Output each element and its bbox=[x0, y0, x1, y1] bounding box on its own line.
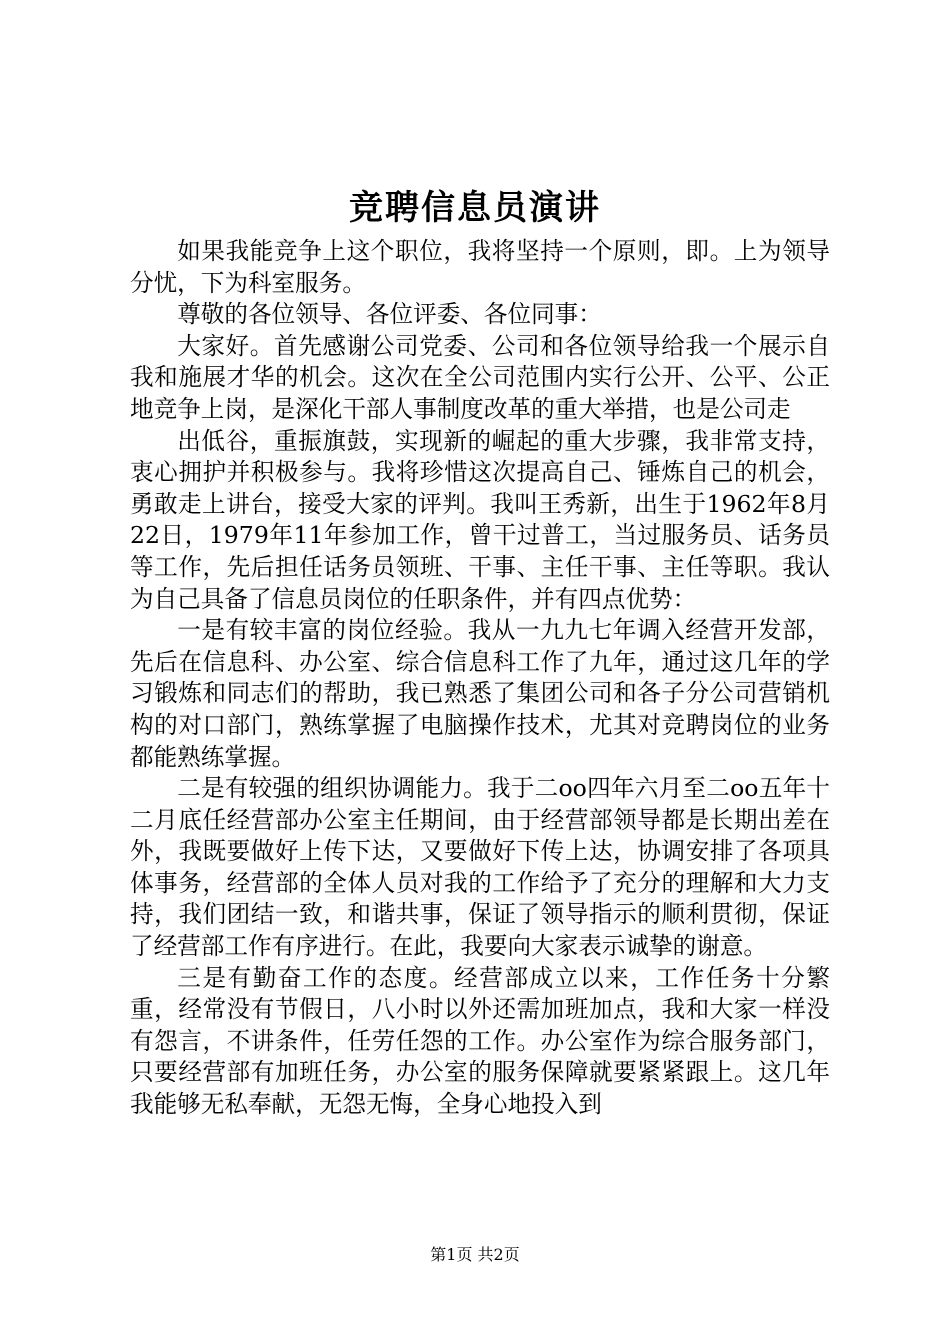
paragraph-salutation: 尊敬的各位领导、各位评委、各位同事： bbox=[177, 300, 602, 329]
paragraph-advantage-one: 一是有较丰富的岗位经验。我从一九九七年调入经营开发部，先后在信息科、办公室、综合信息科工作了九年，通过这几年的学习锻炼和同志们的帮助，我已熟悉了集团公司和各子分公司营销机构的对口部门，熟练掌握了电脑操作技术，尤其对竞聘岗位的业务都能熟练掌握。 bbox=[130, 616, 830, 771]
paragraph-advantage-two: 二是有较强的组织协调能力。我于二oo四年六月至二oo五年十二月底任经营部办公室主任期间，由于经营部领导都是长期出差在外，我既要做好上传下达，又要做好下传上达，协调安排了各项具体事务，经营部的全体人员对我的工作给予了充分的理解和大力支持，我们团结一致，和谐共事，保证了领导指示的顺利贯彻，保证了经营部工作有序进行。在此，我要向大家表示诚挚的谢意。 bbox=[130, 774, 830, 961]
page-footer: 第1页 共2页 bbox=[430, 1245, 520, 1264]
document-body bbox=[130, 236, 830, 1121]
paragraph-greeting: 大家好。首先感谢公司党委、公司和各位领导给我一个展示自我和施展才华的机会。这次在全公司范围内实行公开、公平、公正地竞争上岗，是深化干部人事制度改革的重大举措，也是公司走 bbox=[130, 331, 830, 423]
document-title: 竞聘信息员演讲 bbox=[349, 188, 601, 228]
paragraph-self-introduction: 出低谷，重振旗鼓，实现新的崛起的重大步骤，我非常支持，衷心拥护并积极参与。我将珍惜这次提高自己、锤炼自己的机会，勇敢走上讲台，接受大家的评判。我叫王秀新，出生于1962年8月22日，1979年11年参加工作，曾干过普工，当过服务员、话务员等工作，先后担任话务员领班、干事、主任干事、主任等职。我认为自己具备了信息员岗位的任职条件，并有四点优势： bbox=[130, 426, 830, 613]
paragraph-intro: 如果我能竞争上这个职位，我将坚持一个原则，即。上为领导分忧，下为科室服务。 bbox=[130, 237, 830, 297]
paragraph-advantage-three: 三是有勤奋工作的态度。经营部成立以来，工作任务十分繁重，经常没有节假日，八小时以外还需加班加点，我和大家一样没有怨言，不讲条件，任劳任怨的工作。办公室作为综合服务部门，只要经营部有加班任务，办公室的服务保障就要紧紧跟上。这几年我能够无私奉献，无怨无悔，全身心地投入到 bbox=[130, 963, 830, 1119]
